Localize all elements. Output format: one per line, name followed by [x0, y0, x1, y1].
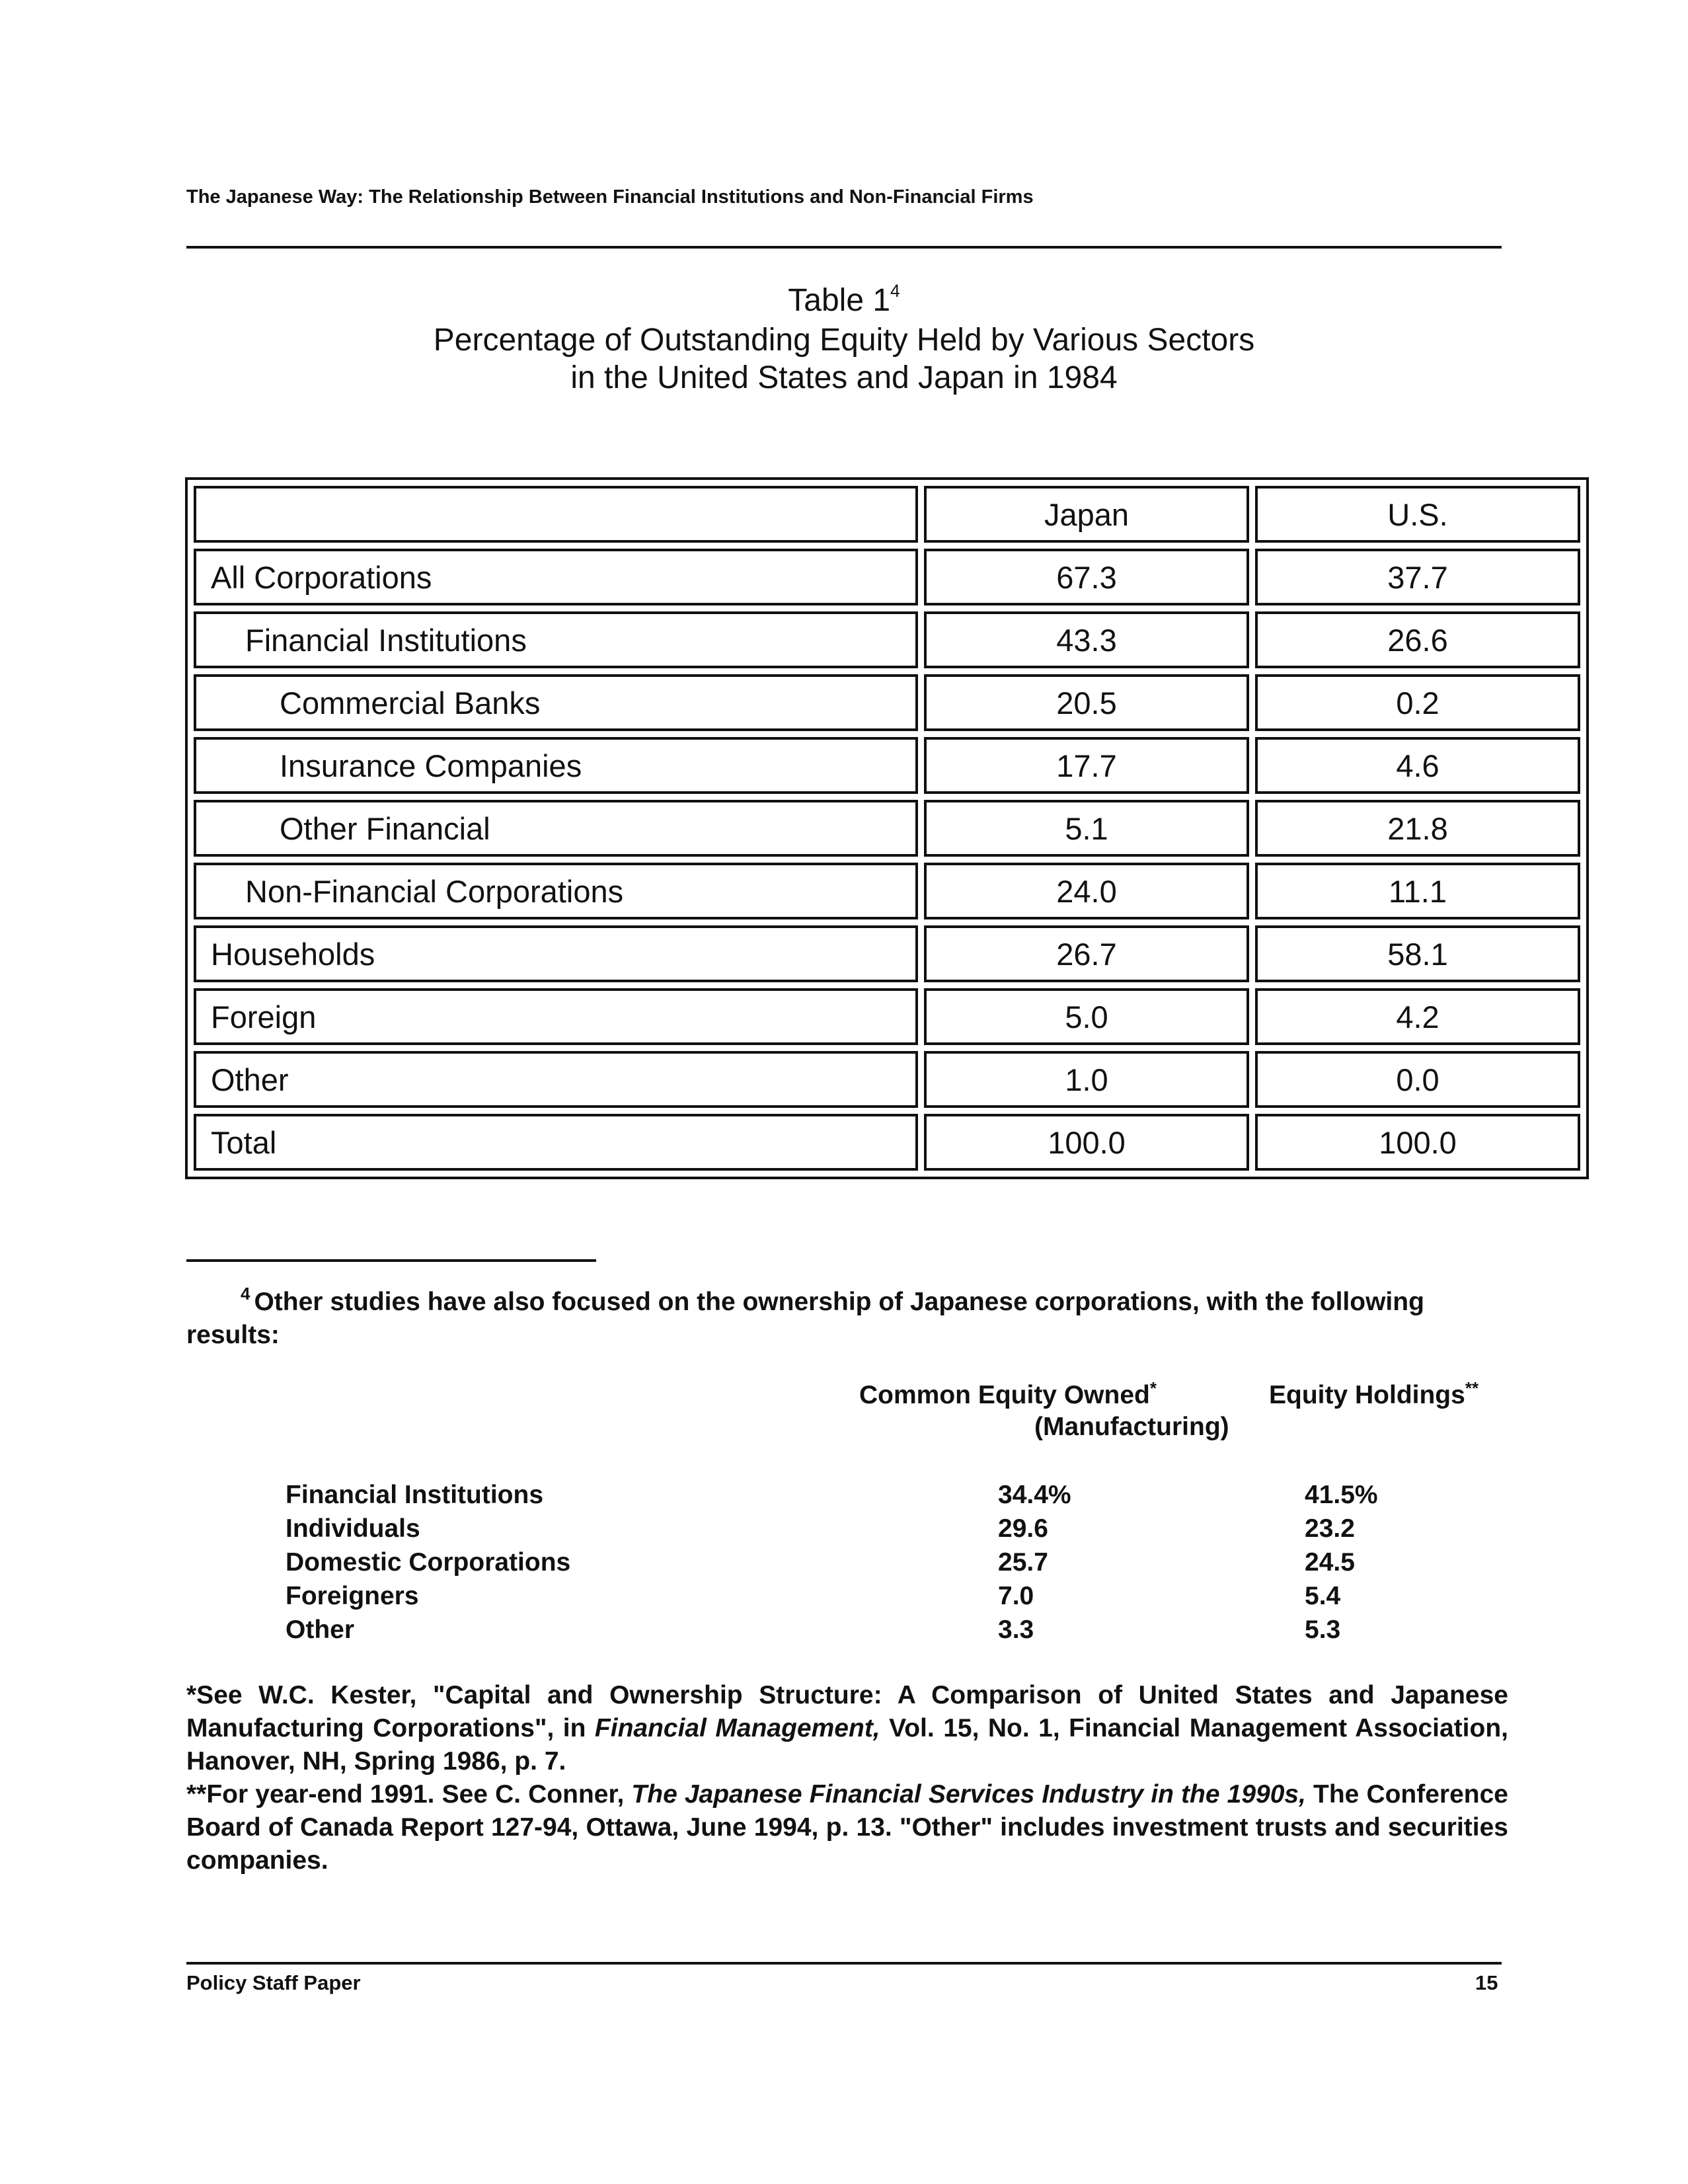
us-value: 0.0: [1255, 1051, 1580, 1108]
footnote-col1-header: [859, 1378, 1157, 1410]
japan-value: 5.1: [924, 800, 1249, 857]
us-value: 4.2: [1255, 988, 1580, 1045]
footnote-row-label: Individuals: [286, 1514, 420, 1543]
reference-kester-details: Vol. 15, No. 1, Financial Management Association, Hanover, NH, Spring 1986, p. 7.: [186, 1714, 1508, 1775]
footnote-row-value-2: 5.3: [1305, 1616, 1341, 1644]
header-cell-blank: [194, 486, 918, 543]
footnote-table-row: [286, 1481, 1475, 1514]
footer-publication: Policy Staff Paper: [186, 1971, 361, 1994]
table-footnote-ref: 4: [890, 280, 900, 301]
japan-value: 5.0: [924, 988, 1249, 1045]
table-title: [186, 281, 1502, 321]
table-subtitle-line-1: Percentage of Outstanding Equity Held by Various Sectors: [433, 323, 1255, 358]
footnote-row-label: Foreigners: [286, 1582, 419, 1610]
footnote-row-label: Other: [286, 1616, 355, 1644]
footnote-row-value-1: 29.6: [998, 1514, 1048, 1543]
footnote-row-value-1: 7.0: [998, 1582, 1034, 1610]
footnote-table-row: [286, 1616, 1475, 1649]
us-value: 58.1: [1255, 925, 1580, 982]
row-label: Foreign: [194, 988, 918, 1045]
footnote-rule: [186, 1259, 596, 1262]
footnote-row-value-2: 24.5: [1305, 1548, 1355, 1577]
japan-value: 17.7: [924, 737, 1249, 794]
row-label: Households: [194, 925, 918, 982]
japan-value: 24.0: [924, 863, 1249, 919]
japan-value: 43.3: [924, 611, 1249, 668]
table-row: [194, 988, 1580, 1045]
footnote-table-row: [286, 1514, 1475, 1548]
table-subtitle-line-2: in the United States and Japan in 1984: [570, 360, 1118, 395]
page-number: 15: [1475, 1971, 1498, 1994]
footnote-col2-header: [1269, 1378, 1478, 1410]
footnote-row-value-2: 5.4: [1305, 1582, 1341, 1610]
us-value: 26.6: [1255, 611, 1580, 668]
header-rule: [186, 246, 1502, 249]
row-label: Total: [194, 1114, 918, 1171]
footnote-number: 4: [241, 1284, 250, 1304]
us-value: 4.6: [1255, 737, 1580, 794]
table-row-total: [194, 1114, 1580, 1171]
us-value: 100.0: [1255, 1114, 1580, 1171]
table-row: [194, 800, 1580, 857]
footnote-row-value-2: 41.5%: [1305, 1481, 1378, 1509]
japan-value: 100.0: [924, 1114, 1249, 1171]
table-row: [194, 674, 1580, 731]
table-row: [194, 611, 1580, 668]
reference-conner: [186, 1778, 1508, 1877]
row-label: Commercial Banks: [194, 674, 918, 731]
us-value: 0.2: [1255, 674, 1580, 731]
reference-conner-details: The Conference Board of Canada Report 127-94, Ottawa, June 1994, p. 13. "Other" includes investment trusts and securities companies.: [186, 1780, 1508, 1875]
footnote-row-label: Domestic Corporations: [286, 1548, 571, 1577]
table-row: [194, 737, 1580, 794]
table-label: Table 1: [788, 283, 891, 318]
footnote-col1-star: *: [1149, 1378, 1157, 1398]
footnote-row-value-1: 25.7: [998, 1548, 1048, 1577]
japan-value: 1.0: [924, 1051, 1249, 1108]
reference-kester: [186, 1679, 1508, 1778]
table-row: [194, 925, 1580, 982]
table-header-row: [194, 486, 1580, 543]
footnote-body: Other studies have also focused on the ownership of Japanese corporations, with the following results:: [186, 1288, 1424, 1349]
table-row: [194, 863, 1580, 919]
header-cell-japan: Japan: [924, 486, 1249, 543]
footnote-table-row: [286, 1582, 1475, 1616]
footnote-col2-star: **: [1465, 1378, 1479, 1398]
row-label: Other: [194, 1051, 918, 1108]
japan-value: 26.7: [924, 925, 1249, 982]
us-value: 11.1: [1255, 863, 1580, 919]
footnote-table-row: [286, 1548, 1475, 1582]
japan-value: 67.3: [924, 549, 1249, 605]
footnote-col1-subheader: (Manufacturing): [1034, 1413, 1229, 1441]
footnote-row-label: Financial Institutions: [286, 1481, 544, 1509]
us-value: 37.7: [1255, 549, 1580, 605]
row-label: Non-Financial Corporations: [194, 863, 918, 919]
row-label: Financial Institutions: [194, 611, 918, 668]
reference-conner-title: The Japanese Financial Services Industry in the 1990s,: [631, 1780, 1306, 1809]
footer-rule: [186, 1962, 1502, 1965]
footnote-row-value-1: 3.3: [998, 1616, 1034, 1644]
row-label: Insurance Companies: [194, 737, 918, 794]
reference-conner-text: **For year-end 1991. See C. Conner,: [186, 1780, 632, 1809]
japan-value: 20.5: [924, 674, 1249, 731]
table-row: [194, 549, 1580, 605]
footnote-row-value-1: 34.4%: [998, 1481, 1071, 1509]
equity-table: [185, 477, 1589, 1179]
reference-kester-text: *See W.C. Kester, "Capital and Ownership Structure: A Comparison of United States and Japanese Manufacturing Corporations", in: [186, 1681, 1508, 1742]
reference-kester-journal: Financial Management,: [594, 1714, 880, 1742]
footnote-col1-title: Common Equity Owned: [859, 1381, 1150, 1409]
footnote-row-value-2: 23.2: [1305, 1514, 1355, 1543]
running-header: The Japanese Way: The Relationship Between Financial Institutions and Non-Financial Firms: [186, 186, 1034, 208]
us-value: 21.8: [1255, 800, 1580, 857]
row-label: All Corporations: [194, 549, 918, 605]
header-cell-us: U.S.: [1255, 486, 1580, 543]
footnote-col2-title: Equity Holdings: [1269, 1381, 1465, 1409]
footnote-table: [286, 1481, 1475, 1649]
row-label: Other Financial: [194, 800, 918, 857]
footnote-text: [186, 1277, 1508, 1352]
table-row: [194, 1051, 1580, 1108]
